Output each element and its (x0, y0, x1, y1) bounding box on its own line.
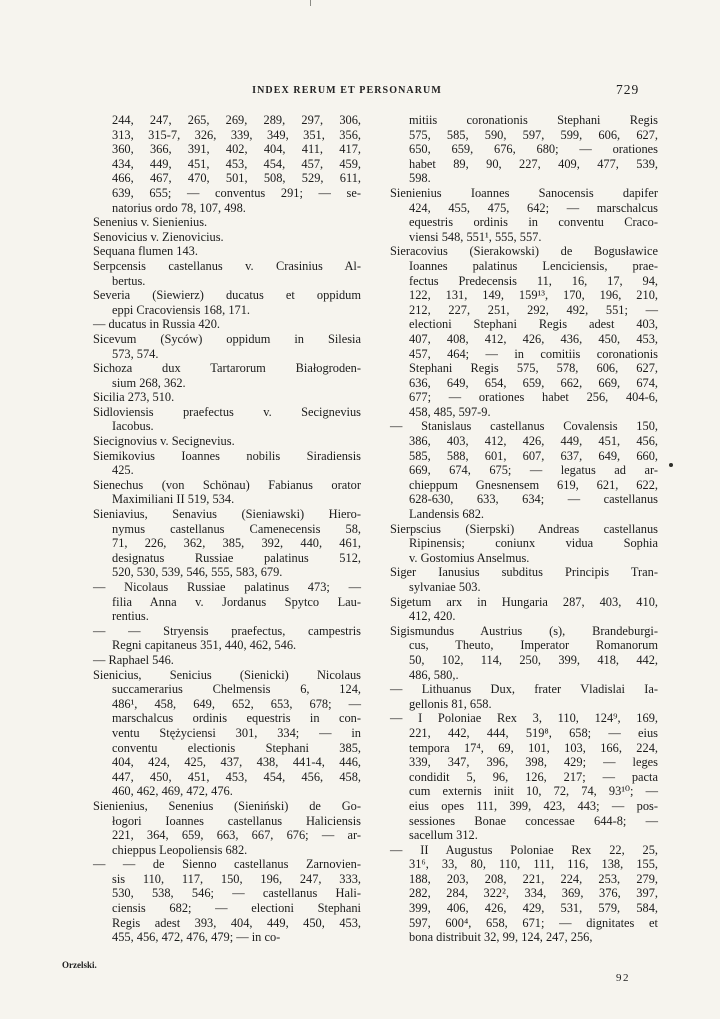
index-entry (93, 624, 361, 653)
entry-line: 573, 574. (112, 346, 159, 361)
entry-line: 212, 227, 251, 292, 492, 551; — (409, 302, 658, 317)
entry-line: Sigismundus Austrius (s), Brandeburgi- (390, 623, 658, 638)
entry-line: 71, 226, 362, 385, 392, 440, 461, (112, 536, 361, 551)
index-entry (390, 565, 658, 594)
entry-line: łogori Ioannes castellanus Haliciensis (112, 813, 361, 828)
entry-line: Serpcensis castellanus v. Crasinius Al- (93, 258, 361, 273)
entry-line: Sicevum (Syców) oppidum in Silesia (93, 331, 361, 346)
entry-line: v. Gostomius Anselmus. (409, 550, 530, 565)
entry-line: 636, 649, 654, 659, 662, 669, 674, (409, 375, 658, 390)
index-entry (93, 332, 361, 361)
entry-line: 585, 588, 601, 607, 637, 649, 660, (409, 448, 658, 463)
entry-line: Sichoza dux Tartarorum Białogroden- (93, 361, 361, 376)
entry-line: chieppum Gnesnensem 619, 621, 622, (409, 477, 658, 492)
entry-line: eppi Cracoviensis 168, 171. (112, 302, 250, 317)
scan-tick-mark (310, 0, 311, 6)
entry-line: Sierpscius (Sierpski) Andreas castellanus (390, 521, 658, 536)
entry-line: mitiis coronationis Stephani Regis (409, 113, 658, 127)
entry-line: 188, 203, 208, 221, 224, 253, 279, (409, 871, 658, 886)
entry-line: 486¹, 458, 649, 652, 653, 678; — (112, 696, 361, 711)
index-entry (93, 230, 361, 245)
index-entry (93, 857, 361, 945)
entry-line: 457, 464; — in comitiis coronationis (409, 346, 658, 361)
entry-line: Senovicius v. Zienovicius. (93, 229, 224, 244)
entry-line: condidit 5, 96, 126, 217; — pacta (409, 769, 658, 784)
entry-line: 628-630, 633, 634; — castellanus (409, 492, 658, 507)
entry-line: 650, 659, 676, 680; — orationes (409, 142, 658, 157)
entry-line: 313, 315-7, 326, 339, 349, 351, 356, (112, 127, 361, 142)
index-entry (93, 434, 361, 449)
entry-line: 466, 467, 470, 501, 508, 529, 611, (112, 171, 361, 186)
index-entry (93, 580, 361, 624)
entry-line: 598. (409, 171, 431, 186)
index-entry (93, 478, 361, 507)
entry-line: Ioannes palatinus Lenciciensis, prae- (409, 258, 658, 273)
entry-line: 339, 347, 396, 398, 429; — leges (409, 755, 658, 770)
entry-line: sacellum 312. (409, 828, 478, 843)
entry-line: eius opes 111, 399, 423, 443; — pos- (409, 798, 658, 813)
sheet-number: 92 (616, 972, 630, 984)
entry-line: fectus Predecensis 11, 16, 17, 94, (409, 273, 658, 288)
entry-line: 425. (112, 463, 134, 478)
page-number: 729 (616, 82, 640, 97)
entry-line: 412, 420. (409, 609, 456, 624)
entry-line: 575, 585, 590, 597, 599, 606, 627, (409, 127, 658, 142)
entry-line: Sidloviensis praefectus v. Secignevius (93, 404, 361, 419)
entry-line: Siger Ianusius subditus Principis Tran- (390, 565, 658, 580)
entry-line: Sieracovius (Sierakowski) de Bogusławice (390, 244, 658, 259)
entry-line: 458, 485, 597-9. (409, 404, 491, 419)
entry-line: bertus. (112, 273, 146, 288)
entry-line: 639, 655; — conventus 291; — se- (112, 185, 361, 200)
entry-line: 460, 462, 469, 472, 476. (112, 784, 233, 799)
entry-line: Siemikovius Ioannes nobilis Siradiensis (93, 448, 361, 463)
entry-line: sessiones Bonae concessae 644-8; — (409, 813, 658, 828)
index-entry (390, 522, 658, 566)
index-entry (390, 186, 658, 244)
ink-dot (669, 463, 673, 467)
index-entry (93, 259, 361, 288)
entry-line: nymus castellanus Camenecensis 58, (112, 521, 361, 536)
entry-line: 677; — orationes habet 256, 404-6, (409, 390, 658, 405)
entry-line: Maximiliani II 519, 534. (112, 492, 235, 507)
index-entry (390, 624, 658, 682)
entry-line: Ripinensis; coniunx vidua Sophia (409, 536, 658, 551)
index-entry (93, 668, 361, 799)
index-entry (93, 244, 361, 259)
index-columns (93, 113, 658, 945)
entry-line: 404, 424, 425, 437, 438, 441-4, 446, (112, 755, 361, 770)
index-entry (390, 419, 658, 521)
entry-line: 244, 247, 265, 269, 289, 297, 306, (112, 113, 361, 127)
entry-line: — I Poloniae Rex 3, 110, 124⁹, 169, (390, 711, 658, 726)
entry-line: — Raphael 546. (93, 652, 174, 667)
entry-line: gellonis 81, 658. (409, 696, 492, 711)
entry-line: 282, 284, 322², 334, 369, 376, 397, (409, 886, 658, 901)
index-entry (93, 653, 361, 668)
entry-line: — — de Sienno castellanus Zarnovien- (93, 857, 361, 872)
entry-line: designatus Russiae palatinus 512, (112, 550, 361, 565)
entry-line: habet 89, 90, 227, 409, 477, 539, (409, 156, 658, 171)
index-entry (390, 843, 658, 945)
entry-line: — Stanislaus castellanus Covalensis 150, (390, 419, 658, 434)
left-column (93, 113, 361, 945)
entry-line: cus, Theuto, Imperator Romanorum (409, 638, 658, 653)
entry-line: Landensis 682. (409, 507, 485, 522)
entry-line: Sienicius, Senicius (Sienicki) Nicolaus (93, 667, 361, 682)
entry-line: — Nicolaus Russiae palatinus 473; — (93, 580, 361, 594)
entry-line: sylvaniae 503. (409, 580, 481, 594)
index-entry (93, 449, 361, 478)
index-entry (93, 215, 361, 230)
entry-line: 386, 403, 412, 426, 449, 451, 456, (409, 434, 658, 449)
entry-line: Regni capitaneus 351, 440, 462, 546. (112, 638, 297, 653)
index-entry (390, 113, 658, 186)
entry-line: Regis adest 393, 404, 449, 450, 453, (112, 915, 361, 930)
entry-line: 669, 674, 675; — legatus ad ar- (409, 463, 658, 478)
entry-line: Severia (Siewierz) ducatus et oppidum (93, 288, 361, 303)
index-entry (93, 799, 361, 857)
entry-line: cum externis iniit 10, 72, 74, 93¹⁰; — (409, 784, 658, 799)
entry-line: — ducatus in Russia 420. (93, 317, 220, 332)
entry-line: 424, 455, 475, 642; — marschalcus (409, 200, 658, 215)
index-entry (93, 507, 361, 580)
entry-line: conventu electionis Stephani 385, (112, 740, 361, 755)
entry-line: 360, 366, 391, 402, 404, 411, 417, (112, 142, 361, 157)
entry-line: 122, 131, 149, 159¹³, 170, 196, 210, (409, 288, 658, 303)
entry-line: Iacobus. (112, 419, 154, 434)
entry-line: sis 110, 117, 150, 196, 247, 333, (112, 871, 361, 886)
index-entry (93, 317, 361, 332)
index-entry (390, 711, 658, 842)
entry-line: Sigetum arx in Hungaria 287, 403, 410, (390, 594, 658, 609)
entry-line: 221, 442, 444, 519⁸, 658; — eius (409, 725, 658, 740)
entry-line: filia Anna v. Jordanus Spytco Lau- (112, 594, 361, 609)
entry-line: rentius. (112, 609, 149, 624)
entry-line: Sequana flumen 143. (93, 244, 198, 259)
index-entry (390, 244, 658, 419)
entry-line: Senenius v. Sienienius. (93, 215, 208, 230)
index-entry (390, 595, 658, 624)
entry-line: sium 268, 362. (112, 375, 186, 390)
entry-line: Sienechus (von Schönau) Fabianus orator (93, 477, 361, 492)
entry-line: ventu Stężyciensi 301, 334; — in (112, 725, 361, 740)
entry-line: natorius ordo 78, 107, 498. (112, 200, 246, 215)
entry-line: chieppus Leopoliensis 682. (112, 842, 248, 857)
entry-line: Siecignovius v. Secignevius. (93, 434, 235, 449)
entry-line: 31⁶, 33, 80, 110, 111, 116, 138, 155, (409, 857, 658, 872)
entry-line: — — Stryensis praefectus, campestris (93, 623, 361, 638)
right-column (390, 113, 658, 945)
entry-line: 520, 530, 539, 546, 555, 583, 679. (112, 565, 283, 580)
entry-line: Stephani Regis 575, 578, 606, 627, (409, 361, 658, 376)
entry-line: — Lithuanus Dux, frater Vladislai Ia- (390, 682, 658, 697)
entry-line: Sicilia 273, 510. (93, 390, 175, 405)
entry-line: 221, 364, 659, 663, 667, 676; — ar- (112, 828, 361, 843)
entry-line: viensi 548, 551¹, 555, 557. (409, 229, 542, 244)
entry-line: Sieniavius, Senavius (Sieniawski) Hiero- (93, 507, 361, 522)
entry-line: 447, 450, 451, 453, 454, 456, 458, (112, 769, 361, 784)
entry-line: 434, 449, 451, 453, 454, 457, 459, (112, 156, 361, 171)
entry-line: equestris ordinis in conventu Craco- (409, 215, 658, 230)
entry-line: 399, 406, 426, 429, 531, 579, 584, (409, 901, 658, 916)
entry-line: succamerarius Chelmensis 6, 124, (112, 682, 361, 697)
index-entry (93, 288, 361, 317)
entry-line: Sienienius Ioannes Sanocensis dapifer (390, 185, 658, 200)
entry-line: bona distribuit 32, 99, 124, 247, 256, (409, 930, 593, 945)
index-entry (93, 405, 361, 434)
entry-line: 486, 580,. (409, 667, 459, 682)
entry-line: 50, 102, 114, 250, 399, 418, 442, (409, 652, 658, 667)
entry-line: ciensis 682; — electioni Stephani (112, 901, 361, 916)
index-entry (390, 682, 658, 711)
entry-line: 597, 600⁴, 658, 671; — dignitates et (409, 915, 658, 930)
entry-line: marschalcus ordinis equestris in con- (112, 711, 361, 726)
signature-mark: Orzelski. (62, 960, 97, 970)
entry-line: — II Augustus Poloniae Rex 22, 25, (390, 842, 658, 857)
entry-line: 407, 408, 412, 426, 436, 450, 453, (409, 331, 658, 346)
index-entry (93, 390, 361, 405)
index-entry (93, 361, 361, 390)
entry-line: 455, 456, 472, 476, 479; — in co- (112, 930, 281, 945)
running-header (0, 82, 720, 102)
entry-line: tempora 17⁴, 69, 101, 103, 166, 224, (409, 740, 658, 755)
entry-line: 530, 538, 546; — castellanus Hali- (112, 886, 361, 901)
entry-line: Sienienius, Senenius (Sieniński) de Go- (93, 798, 361, 813)
entry-line: electioni Stephani Regis adest 403, (409, 317, 658, 332)
running-title: INDEX RERUM ET PERSONARUM (252, 85, 442, 96)
index-entry (93, 113, 361, 215)
